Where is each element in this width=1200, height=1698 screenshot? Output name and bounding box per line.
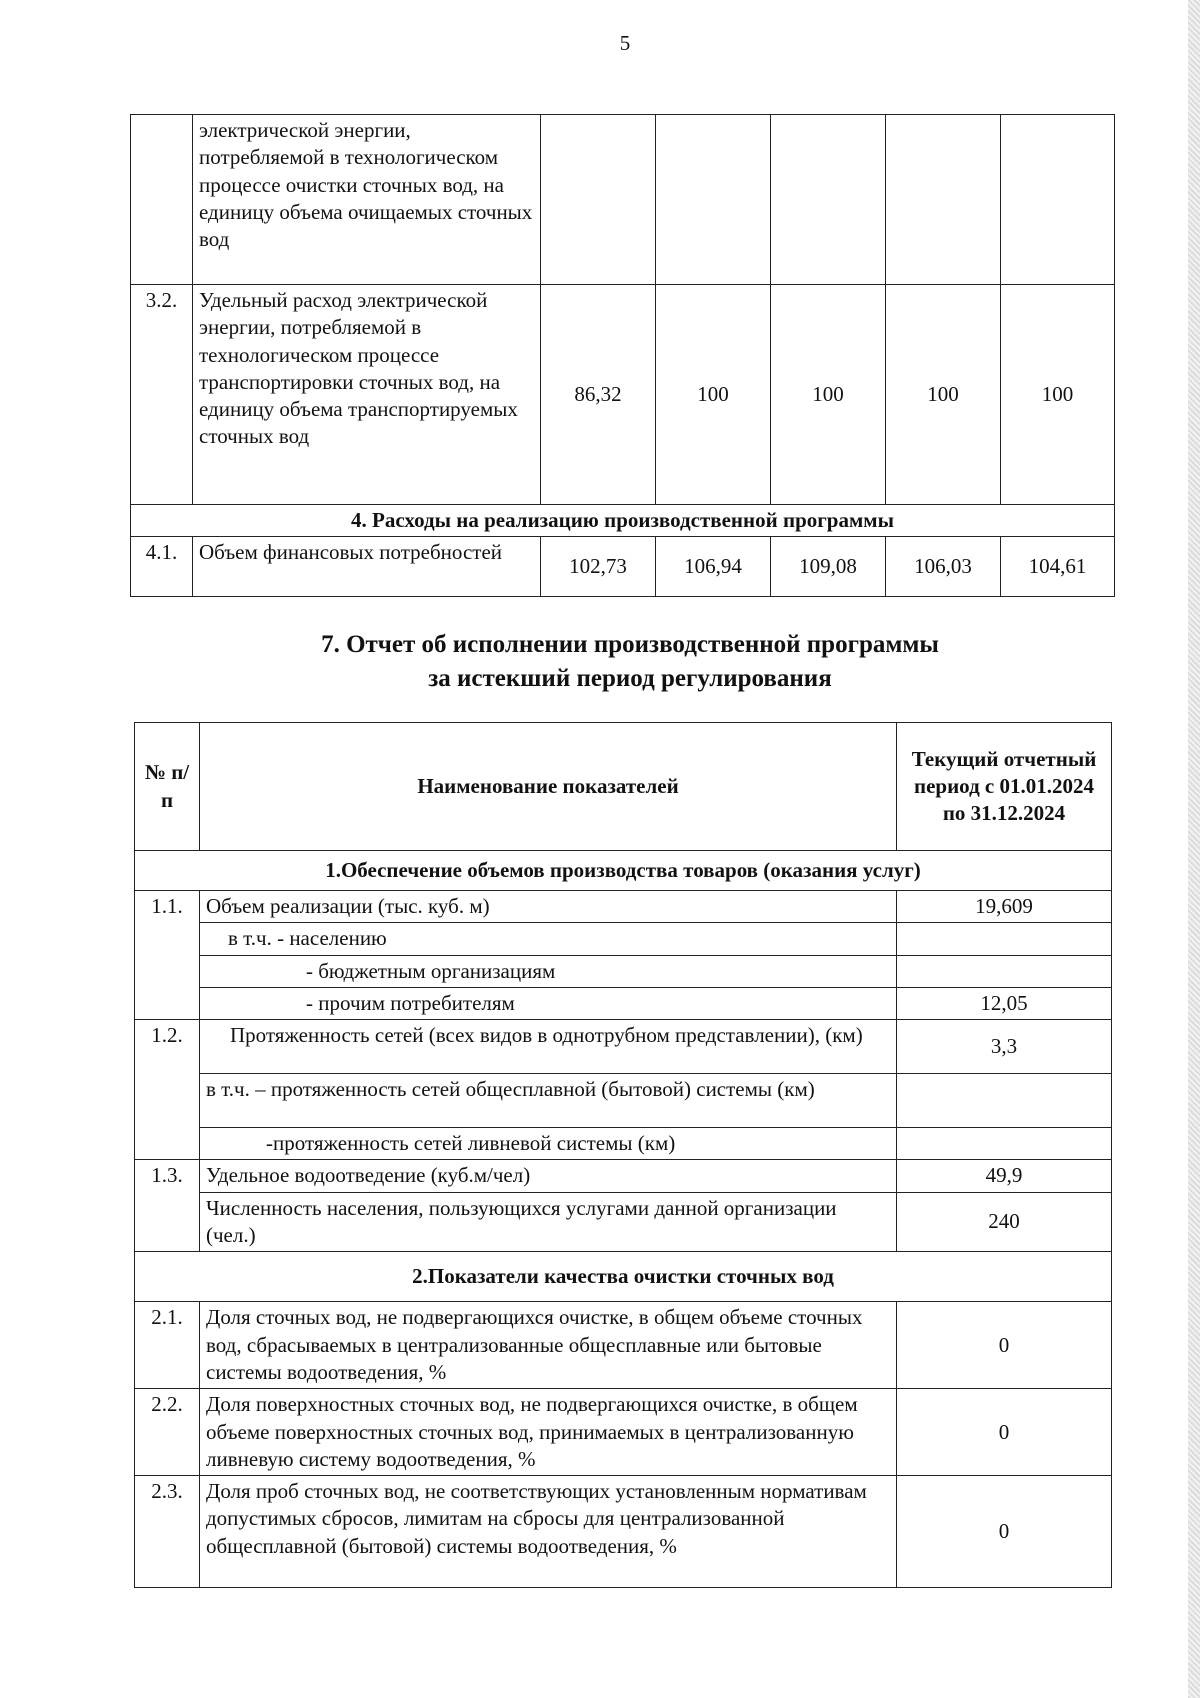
scan-edge <box>1188 0 1200 1698</box>
indicator-name: Численность населения, пользующихся услугами данной организации (чел.) <box>200 1192 897 1252</box>
value-cell: 109,08 <box>771 537 886 597</box>
section-title-1: 1.Обеспечение объемов производства товаров (оказания услуг) <box>135 851 1112 891</box>
row-number: 3.2. <box>131 285 193 505</box>
table-row <box>135 1389 1112 1476</box>
value-cell: 106,03 <box>886 537 1001 597</box>
indicator-name: Удельный расход электрической энергии, потребляемой в технологическом процессе транспортировки сточных вод, на единицу объема транспортируемых сточных вод <box>193 285 541 505</box>
indicator-name: Объем финансовых потребностей <box>193 537 541 597</box>
value-cell: 100 <box>656 285 771 505</box>
section-title-4: 4. Расходы на реализацию производственной программы <box>131 505 1115 537</box>
table-row <box>135 923 1112 955</box>
row-number: 1.1. <box>135 891 200 1020</box>
value-cell: 19,609 <box>897 891 1112 923</box>
value-cell <box>897 923 1112 955</box>
indicator-name: Удельное водоотведение (куб.м/чел) <box>200 1160 897 1192</box>
value-cell: 0 <box>897 1302 1112 1389</box>
value-cell <box>897 955 1112 987</box>
page-number: 5 <box>619 31 631 55</box>
table-row <box>135 1192 1112 1252</box>
table-row <box>135 1128 1112 1160</box>
heading-line-1: 7. Отчет об исполнении производственной программы <box>321 631 939 658</box>
row-number: 2.2. <box>135 1389 200 1476</box>
value-cell: 240 <box>897 1192 1112 1252</box>
row-number: 1.2. <box>135 1020 200 1160</box>
value-cell: 0 <box>897 1476 1112 1588</box>
value-cell: 100 <box>886 285 1001 505</box>
table-row <box>131 537 1115 597</box>
value-cell: 12,05 <box>897 987 1112 1019</box>
value-cell: 0 <box>897 1389 1112 1476</box>
program-report-table <box>134 722 1112 1588</box>
indicator-name: -протяженность сетей ливневой системы (км) <box>200 1128 897 1160</box>
column-header-period: Текущий отчетный период с 01.01.2024 по 31.12.2024 <box>897 723 1112 851</box>
row-number: 4.1. <box>131 537 193 597</box>
table-header-row <box>135 723 1112 851</box>
row-number: 1.3. <box>135 1160 200 1252</box>
value-cell: 100 <box>771 285 886 505</box>
indicator-name: Объем реализации (тыс. куб. м) <box>200 891 897 923</box>
indicator-name: Доля поверхностных сточных вод, не подвергающихся очистке, в общем объеме поверхностных сточных вод, принимаемых в централизованную ливневую систему водоотведения, % <box>200 1389 897 1476</box>
section-heading <box>0 628 1200 696</box>
indicators-table-continued <box>130 114 1115 597</box>
section-row <box>135 1252 1112 1302</box>
table-row <box>135 1302 1112 1389</box>
indicator-name: Доля проб сточных вод, не соответствующих установленным нормативам допустимых сбросов, лимитам на сбросы для централизованной общесплавной (бытовой) системы водоотведения, % <box>200 1476 897 1588</box>
section-row <box>135 851 1112 891</box>
value-cell: 86,32 <box>541 285 656 505</box>
value-cell <box>897 1074 1112 1128</box>
indicator-name: - прочим потребителям <box>200 987 897 1019</box>
table-row <box>131 115 1115 285</box>
value-cell: 49,9 <box>897 1160 1112 1192</box>
value-cell: 104,61 <box>1001 537 1115 597</box>
table-row <box>135 1160 1112 1192</box>
table-row <box>135 955 1112 987</box>
table-row <box>135 1074 1112 1128</box>
column-header-number: № п/п <box>135 723 200 851</box>
indicator-name: в т.ч. – протяженность сетей общесплавной (бытовой) системы (км) <box>200 1074 897 1128</box>
section-title-2: 2.Показатели качества очистки сточных вод <box>135 1252 1112 1302</box>
value-cell: 102,73 <box>541 537 656 597</box>
row-number: 2.1. <box>135 1302 200 1389</box>
table-row <box>135 891 1112 923</box>
column-header-name: Наименование показателей <box>200 723 897 851</box>
row-number: 2.3. <box>135 1476 200 1588</box>
indicator-name: в т.ч. - населению <box>200 923 897 955</box>
row-number <box>131 115 193 285</box>
indicator-name: электрической энергии, потребляемой в технологическом процессе очистки сточных вод, на единицу объема очищаемых сточных вод <box>193 115 541 285</box>
heading-line-2: за истекший период регулирования <box>428 664 832 692</box>
value-cell: 3,3 <box>897 1020 1112 1074</box>
indicator-name: - бюджетным организациям <box>200 955 897 987</box>
value-cell: 106,94 <box>656 537 771 597</box>
table-row <box>135 1476 1112 1588</box>
table-row <box>135 987 1112 1019</box>
value-cell: 100 <box>1001 285 1115 505</box>
indicator-name: Протяженность сетей (всех видов в однотрубном представлении), (км) <box>200 1020 897 1074</box>
table-row <box>131 285 1115 505</box>
value-cell <box>897 1128 1112 1160</box>
table-row <box>135 1020 1112 1074</box>
indicator-name: Доля сточных вод, не подвергающихся очистке, в общем объеме сточных вод, сбрасываемых в централизованные общесплавные или бытовые системы водоотведения, % <box>200 1302 897 1389</box>
section-row <box>131 505 1115 537</box>
